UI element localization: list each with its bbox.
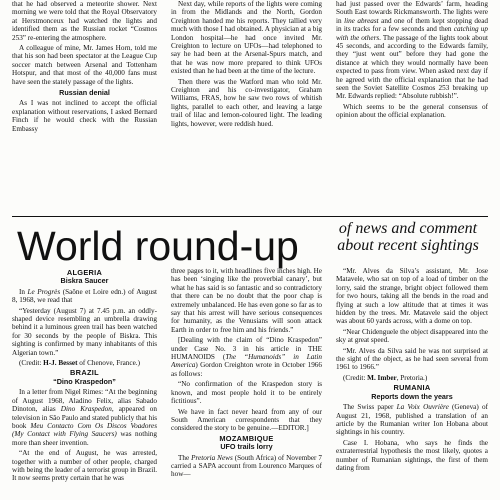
paragraph: Which seems to be the general consensus of opinion about the official explanation. [336, 102, 488, 120]
paragraph: that he had observed a meteorite shower. Next morning we were told that the Royal Observatory at Herstmonceux had watched the lights and identified them as the Russian rocket “Cosmos 253” re-entering the atmosphere. [12, 0, 157, 42]
paragraph: “At the end of August, he was arrested, together with a number of other people, charged with being the leader of a terrorist group in Brazil. It now seems pretty certain that he was [12, 449, 157, 483]
paragraph: Case I. Hobana, who says he finds the extraterrestrial hypothesis the most likely, quotes a number of Rumanian sightings, the first of them dating from [336, 438, 488, 472]
bottom-column-3 [336, 267, 488, 500]
section-title-algeria: ALGERIA [66, 268, 103, 277]
text-run: , appeared on television in São Paulo and stated publicly that his book [12, 405, 157, 430]
text-run: (Credit: [343, 373, 368, 382]
credit-line [12, 359, 157, 367]
paragraph: “Mr. Alves da Silva’s assistant, Mr. Jose Matavele, who sat on top of a load of timber on the lorry, said the strange, bright object followed them for two hours, taking all the bends in the road and flying at such a low altitude that at times it was hidden by the trees. Mr. Matavele said the object was about 60 yards across, with a dome on top. [336, 267, 488, 326]
text-run: had just passed over the Edwards’ farm, heading South East towards Rickmansworth. The lights were in [336, 0, 488, 25]
section-title-rumania: RUMANIA [393, 383, 431, 393]
text-run: (South Africa) of November 7 carried a SAPA account from Lourenco Marques of how— [171, 453, 322, 479]
top-column-2 [171, 0, 322, 211]
paragraph [336, 0, 488, 101]
text-run: In a letter from Nigel Rimes: “At the beginning of August 1968, Aladino Felix, alias Sabado Dinoton, alias [12, 388, 157, 414]
paragraph: three pages to it, with headlines five inches high. He has been ‘singing like the proverbial canary’, but what he has said is so fantastic and so contradictory that there can be no doubt that the poor chap is extremely unbalanced. He has even gone so far as to say that his arrest will have serious consequences for humanity, as the Venusians will soon attack Earth in order to free him and his friends.” [171, 267, 322, 334]
paragraph [12, 288, 157, 305]
text-run: The Swiss paper [343, 403, 397, 412]
credit-name: M. Imber [367, 373, 397, 382]
italic-run: The “Humanoids” in Latin America [171, 353, 322, 370]
text-run: , Pretoria.) [396, 373, 428, 382]
section-subtitle: UFO trails lorry [220, 442, 273, 452]
paragraph [336, 403, 488, 437]
paragraph: Next day, while reports of the lights were coming in from the Midlands and the North, Gordon Creighton handed me his reports. They tallied very much with those I had obtained. A physician at a big London hospital—he had once invited Mr. Creighton to lecture on UFOs—had telephoned to say he had been at the Arsenal-Spurs match, and that he was now more prepared to think UFOs existed than he had been at the time of the lecture. [171, 0, 322, 76]
italic-run: Dino Kraspedon [60, 405, 112, 414]
paragraph: We have in fact never heard from any of our South American correspondents that they considered the story to be genuine.—EDITOR.] [171, 407, 322, 433]
credit-name: H-J. Besset [43, 359, 78, 368]
bottom-column-2 [171, 267, 322, 500]
paragraph: “No confirmation of the Kraspedon story is known, and most people hold it to be entirely fictitious”. [171, 380, 322, 406]
top-column-3 [336, 0, 488, 211]
paragraph [12, 388, 157, 447]
paragraph [171, 454, 322, 479]
text-run: In [19, 287, 28, 296]
paragraph: A colleague of mine, Mr. James Horn, told me that his son had been spectator at the League Cup soccer match between Arsenal and Tottenham Hotspur, and that most of the 40,000 fans must have seen the stately passage of the lights. [12, 44, 157, 86]
text-run: The [178, 453, 192, 462]
section-title-mozambique: MOZAMBIQUE [219, 433, 274, 443]
paragraph: As I was not inclined to accept the official explanation without reservations, I asked Bernard Finch if he would check with the Russian Embassy [12, 99, 157, 133]
italic-run: La Voix Ouvrière [396, 403, 449, 412]
bottom-column-1 [12, 267, 157, 500]
text-run: . The passage of the lights took about 45 seconds, and according to the Edwards family, they “just went out” before they had gone the distance at which they would normally have been expected to pass from view. When asked next day if he agreed with the official explanation that he had seen the Soviet Satellite Cosmos 253 breaking up Mr. Edwards replied: “Absolute rubbish!”. [336, 33, 488, 101]
italic-run: Meu Contacto Com Os Discos Voadores (My Contact with Flying Saucers) [12, 421, 157, 439]
credit-line [336, 374, 488, 382]
section-title-brazil: BRAZIL [70, 368, 99, 378]
text-run: ) Gordon Creighton wrote in October 1966 as follows: [171, 361, 322, 378]
text-run: (Credit: [19, 359, 44, 368]
section-subtitle: Reports down the years [371, 391, 453, 401]
subheading-russian-denial: Russian denial [59, 88, 110, 98]
italic-run: line abreast [344, 16, 379, 25]
text-run: was nothing more than sheer invention. [12, 430, 157, 447]
text-run: (Geneva) of August 21, 1968, published a translation of an article by the Rumanian writer Ion Hobana about sightings in his country. [336, 403, 488, 437]
paragraph [171, 336, 322, 378]
tagline: of news and comment about recent sightings [337, 220, 479, 254]
text-run: of Chenove, France.) [77, 359, 140, 368]
paragraph: “Near Chidenguele the object disappeared into the sky at great speed. [336, 327, 488, 345]
paragraph: “Yesterday (August 7) at 7.45 p.m. an oddly-shaped device resembling an umbrella drawing behind it a luminous green trail has been watched for 30 seconds by the people of Biskra. This sighting is confirmed by many inhabitants of this Algerian town.” [12, 306, 157, 357]
paragraph: Then there was the Watford man who told Mr. Creighton and his co-investigator, Graham Williams, FRAS, how he saw two rows of whitish lights, parallel to each other, and leaving a large trail of lilac and lemon-coloured light. The leading lights, however, were reddish hued. [171, 77, 322, 128]
italic-run: Pretoria News [191, 453, 233, 462]
section-subtitle: Biskra Saucer [60, 276, 109, 286]
paragraph: “Mr. Alves da Silva said he was not surprised at the sight of the object, as he had seen several from 1961 to 1966.” [336, 346, 488, 372]
italic-run: catching up with the others [336, 25, 488, 42]
text-run: (Saône et Loire edn.) of August 8, 1968, we read that [12, 287, 157, 305]
text-run: [Dealing with the claim of “Dino Kraspedon” under Case No. 3 in his article in THE HUMANOIDS ( [171, 336, 322, 362]
text-run: and one of them kept stopping dead in its tracks for a few seconds and then [336, 16, 488, 34]
section-subtitle: “Dino Kraspedon” [53, 376, 116, 386]
italic-run: Le Progrès [27, 287, 61, 296]
section-divider [12, 216, 488, 217]
top-column-1 [12, 0, 157, 211]
headline: World round-up [17, 223, 299, 269]
